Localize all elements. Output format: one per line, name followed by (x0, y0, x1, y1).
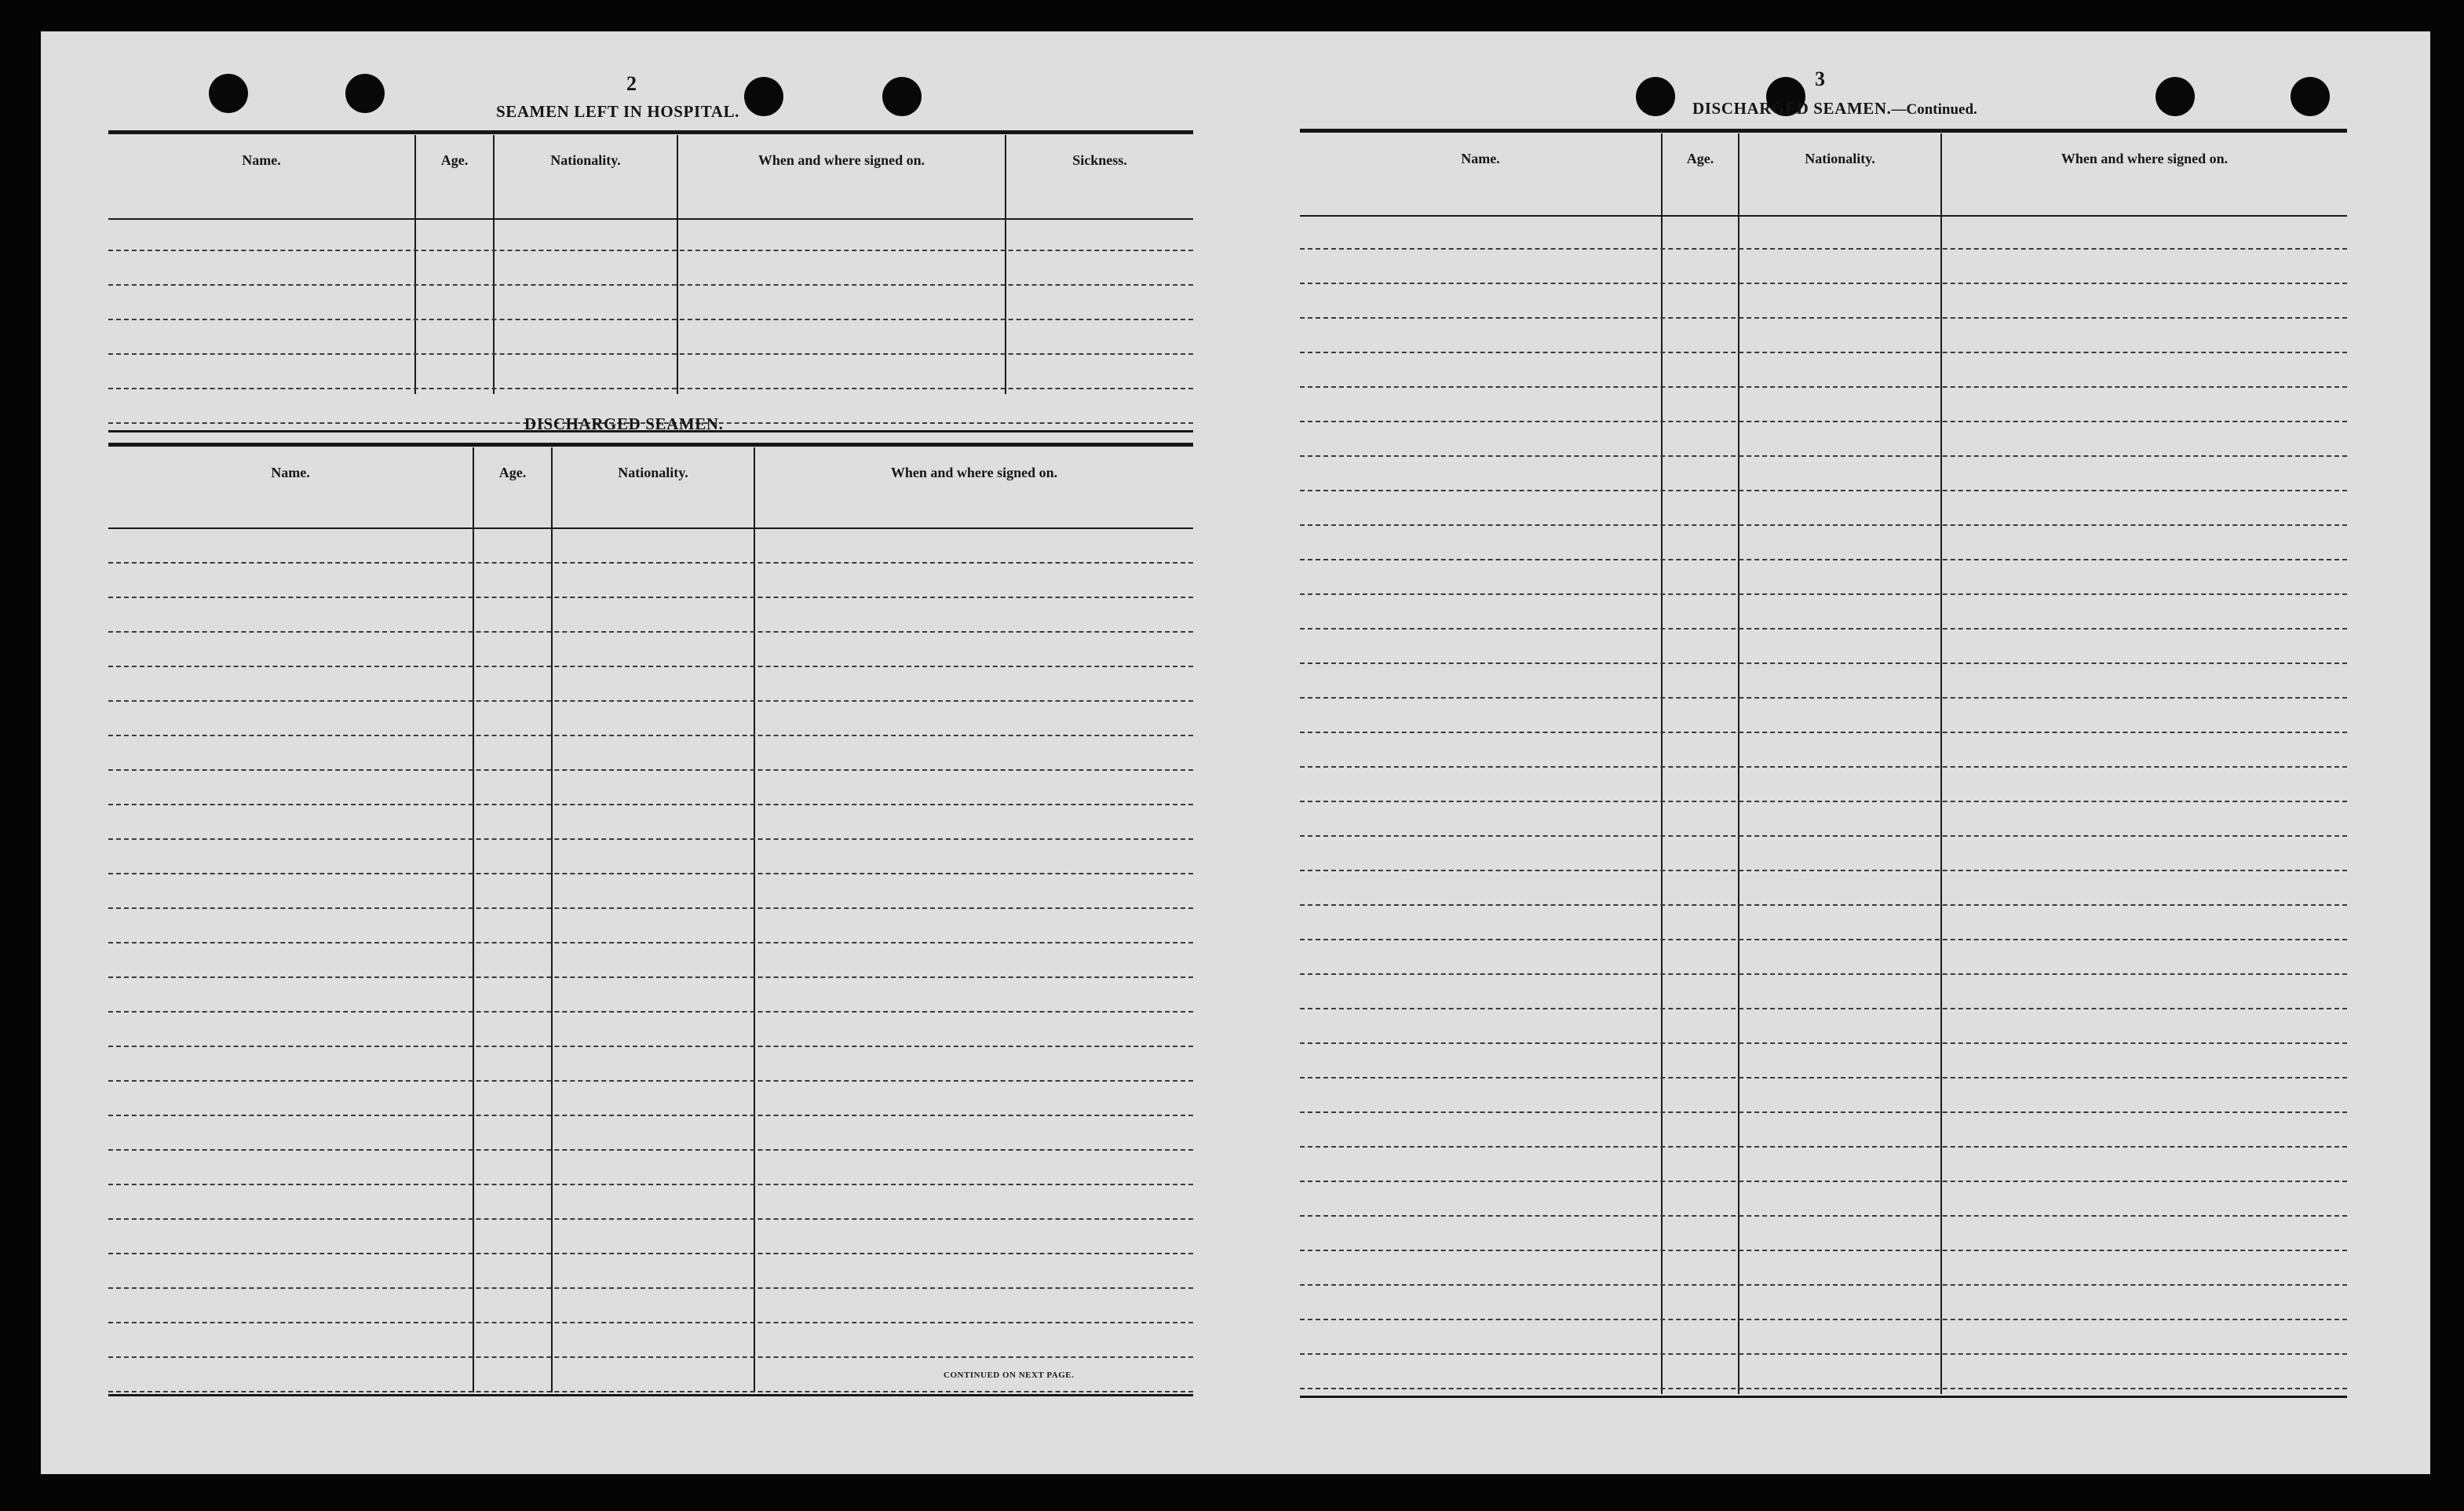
blank-form-row (1300, 283, 2347, 284)
blank-form-row (108, 804, 1193, 805)
blank-form-row (1300, 593, 2347, 595)
column-header-nationality: Nationality. (1805, 151, 1875, 166)
blank-form-row (1300, 1215, 2347, 1217)
column-header-name: Name. (271, 465, 310, 480)
blank-form-row (108, 735, 1193, 736)
blank-form-row (108, 631, 1193, 633)
scanned-document (41, 31, 2430, 1474)
blank-form-row (1300, 1353, 2347, 1355)
blank-form-row (108, 838, 1193, 840)
discharged-continued-title (1692, 99, 1977, 119)
blank-form-row (108, 942, 1193, 943)
seamen-left-in-hospital-table (108, 130, 1193, 433)
blank-form-row (108, 1322, 1193, 1323)
blank-form-row (108, 388, 1193, 389)
blank-form-row (1300, 1319, 2347, 1320)
blank-form-row (108, 769, 1193, 771)
blank-form-row (108, 1011, 1193, 1013)
column-header-age: Age. (498, 465, 527, 480)
blank-form-row (108, 284, 1193, 286)
blank-form-row (108, 1356, 1193, 1358)
blank-form-row (108, 1184, 1193, 1185)
blank-form-row (1300, 939, 2347, 940)
blank-form-row (1300, 352, 2347, 353)
blank-form-row (108, 976, 1193, 978)
blank-form-row (108, 250, 1193, 251)
column-header-age: Age. (440, 152, 469, 168)
blank-form-row (108, 1253, 1193, 1254)
blank-form-row (108, 1218, 1193, 1220)
blank-form-row (1300, 559, 2347, 560)
column-header-when-where-signed: When and where signed on. (2061, 151, 2229, 166)
blank-form-row (1300, 870, 2347, 871)
continued-suffix: —Continued. (1891, 101, 1977, 118)
column-header-name: Name. (1461, 151, 1500, 166)
blank-form-row (1300, 697, 2347, 699)
left-page (41, 31, 1218, 1474)
page-number: 3 (1815, 68, 1825, 90)
discharged-seamen-continued-table (1300, 129, 2347, 1400)
page-number: 2 (626, 72, 637, 95)
right-page (1218, 31, 2430, 1474)
blank-form-row (1300, 1181, 2347, 1182)
blank-form-row (108, 597, 1193, 598)
blank-form-row (1300, 973, 2347, 975)
blank-form-row (1300, 904, 2347, 906)
blank-form-row (108, 1149, 1193, 1151)
column-header-when-where-signed: When and where signed on. (757, 152, 925, 168)
blank-form-row (108, 1115, 1193, 1116)
blank-form-row (1300, 628, 2347, 630)
hospital-section-title: SEAMEN LEFT IN HOSPITAL. (496, 102, 740, 121)
blank-form-row (1300, 662, 2347, 664)
blank-form-row (1300, 1146, 2347, 1148)
blank-form-row (1300, 317, 2347, 319)
blank-form-row (1300, 1111, 2347, 1113)
blank-form-row (1300, 490, 2347, 491)
blank-form-row (1300, 386, 2347, 388)
blank-form-row (108, 1080, 1193, 1082)
discharged-seamen-table (108, 443, 1193, 1399)
blank-form-row (108, 873, 1193, 874)
blank-form-row (1300, 1250, 2347, 1251)
column-header-when-where-signed: When and where signed on. (890, 465, 1058, 480)
blank-form-row (108, 353, 1193, 355)
section-title-text: DISCHARGED SEAMEN. (1692, 99, 1892, 118)
column-header-nationality: Nationality. (550, 152, 621, 168)
column-header-sickness: Sickness. (1072, 152, 1127, 168)
blank-form-row (108, 700, 1193, 702)
blank-form-row (1300, 1008, 2347, 1009)
blank-form-row (1300, 455, 2347, 457)
blank-form-row (108, 1046, 1193, 1047)
discharged-section-title: DISCHARGED SEAMEN. (524, 414, 724, 433)
blank-form-row (1300, 766, 2347, 768)
blank-form-row (1300, 732, 2347, 733)
column-header-nationality: Nationality. (618, 465, 688, 480)
blank-form-row (108, 319, 1193, 320)
blank-form-row (108, 562, 1193, 564)
blank-form-row (1300, 1388, 2347, 1389)
blank-form-row (1300, 801, 2347, 802)
blank-form-row (1300, 835, 2347, 837)
blank-form-row (1300, 421, 2347, 422)
blank-form-row (1300, 1077, 2347, 1079)
continued-note: CONTINUED ON NEXT PAGE. (944, 1370, 1075, 1380)
blank-form-row (108, 1287, 1193, 1289)
blank-form-row (108, 1391, 1193, 1392)
column-header-age: Age. (1686, 151, 1714, 166)
blank-form-row (108, 907, 1193, 909)
blank-form-row (1300, 524, 2347, 526)
blank-form-row (1300, 248, 2347, 250)
blank-form-row (1300, 1042, 2347, 1044)
column-header-name: Name. (242, 152, 281, 168)
blank-form-row (108, 666, 1193, 667)
blank-form-row (1300, 1284, 2347, 1286)
